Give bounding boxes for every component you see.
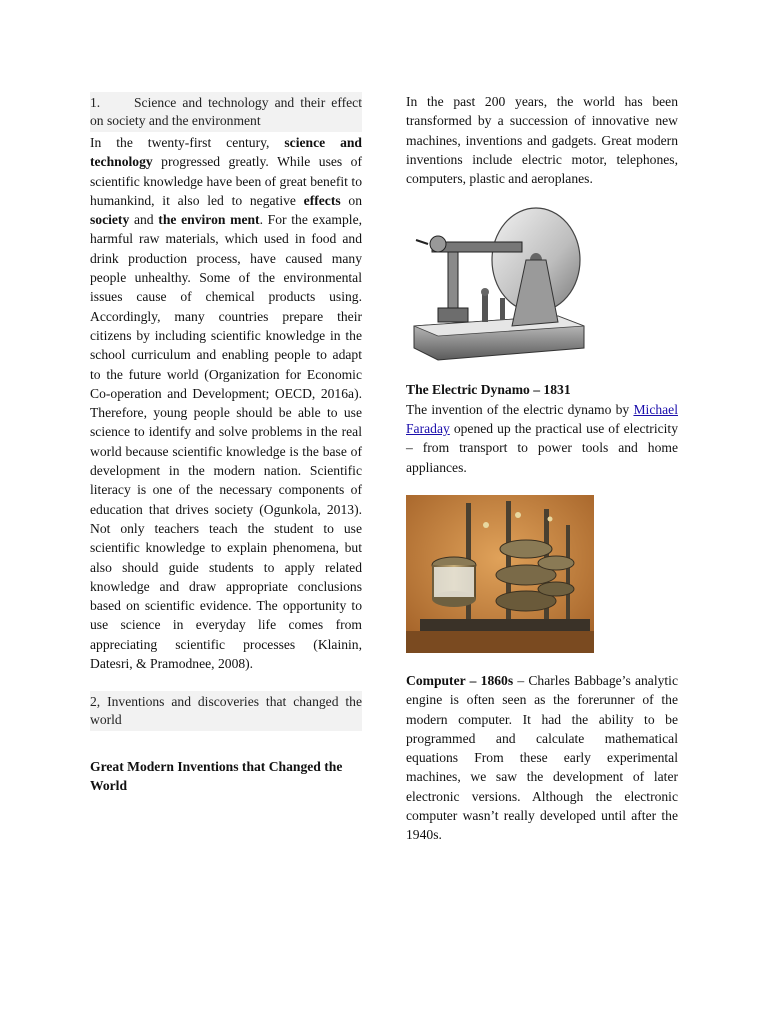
section-3-heading: Great Modern Inventions that Changed the World (90, 759, 343, 794)
para-text: . For the example, harmful raw materials, which used in food and drink production process, have caused many people unhealthy. Some of the environmental issues cause of chemical products using. Accordingly, many countries prepare their citizens by including scientific knowledge in the school curriculum and enabling people to adapt to the future world (Organization for Economic Co-operation and Development; OECD, 2016a). Therefore, young people should be able to use science to identify and solve problems in the real world because scientific knowledge is the base of development in the modern nation. Scientific literacy is one of the necessary components of education that drives society (Ogunkola, 2013). Not only teachers teach the student to use scientific knowledge to explain phenomena, but also should guide students to apply related knowledge and draw appropriate conclusions based on scientific evidence. The opportunity to use science in everyday life comes from appreciating scientific processes (Klainin, Datesri, & Pramodnee, 2008). (90, 212, 362, 672)
section-1-heading (90, 92, 362, 132)
computer-text: – Charles Babbage’s analytic engine is often seen as the forerunner of the modern computer. It had the ability to be programmed and calculate mathematical equations From these early experimental machines, we saw the development of later electronic versions. Although the electronic computer wasn’t really developed until after the 1940s. (406, 672, 678, 843)
para-text: In the twenty-first century, (90, 135, 285, 150)
para-bold-effects: effects (303, 192, 341, 208)
dynamo-text: opened up the practical use of electricity – from transport to power tools and home appliances. (406, 421, 678, 475)
dynamo-text: The invention of the electric dynamo by (406, 401, 634, 417)
right-column (406, 92, 678, 845)
para-bold-society: society (90, 212, 130, 228)
computer-caption (406, 671, 678, 845)
left-column (90, 92, 362, 795)
section-1-title: Science and technology and their effect on society and the environment (90, 95, 362, 128)
computer-title: Computer – 1860s (406, 672, 514, 688)
paragraph-science-society (90, 133, 362, 673)
para-text: progressed greatly. While uses of scientific knowledge have been of great benefit to humankind, it also led to negative (90, 154, 362, 208)
electric-dynamo-image (408, 198, 588, 368)
para-bold-environment: the environ ment (158, 212, 260, 228)
para-bold-science-technology: science and technology (90, 135, 362, 170)
michael-faraday-link[interactable]: Michael Faraday (406, 401, 678, 437)
dynamo-caption (406, 380, 678, 476)
analytic-engine-image (406, 495, 594, 653)
intro-paragraph: In the past 200 years, the world has been transformed by a succession of innovative new machines, inventions and gadgets. Great modern inventions include electric motor, telephones, computers, plastic and aeroplanes. (406, 94, 678, 187)
section-2-heading: 2, Inventions and discoveries that changed the world (90, 691, 362, 731)
para-text: on (340, 192, 362, 208)
section-1-number: 1. (90, 95, 101, 110)
para-text: and (129, 212, 159, 228)
dynamo-title: The Electric Dynamo – 1831 (406, 382, 571, 398)
